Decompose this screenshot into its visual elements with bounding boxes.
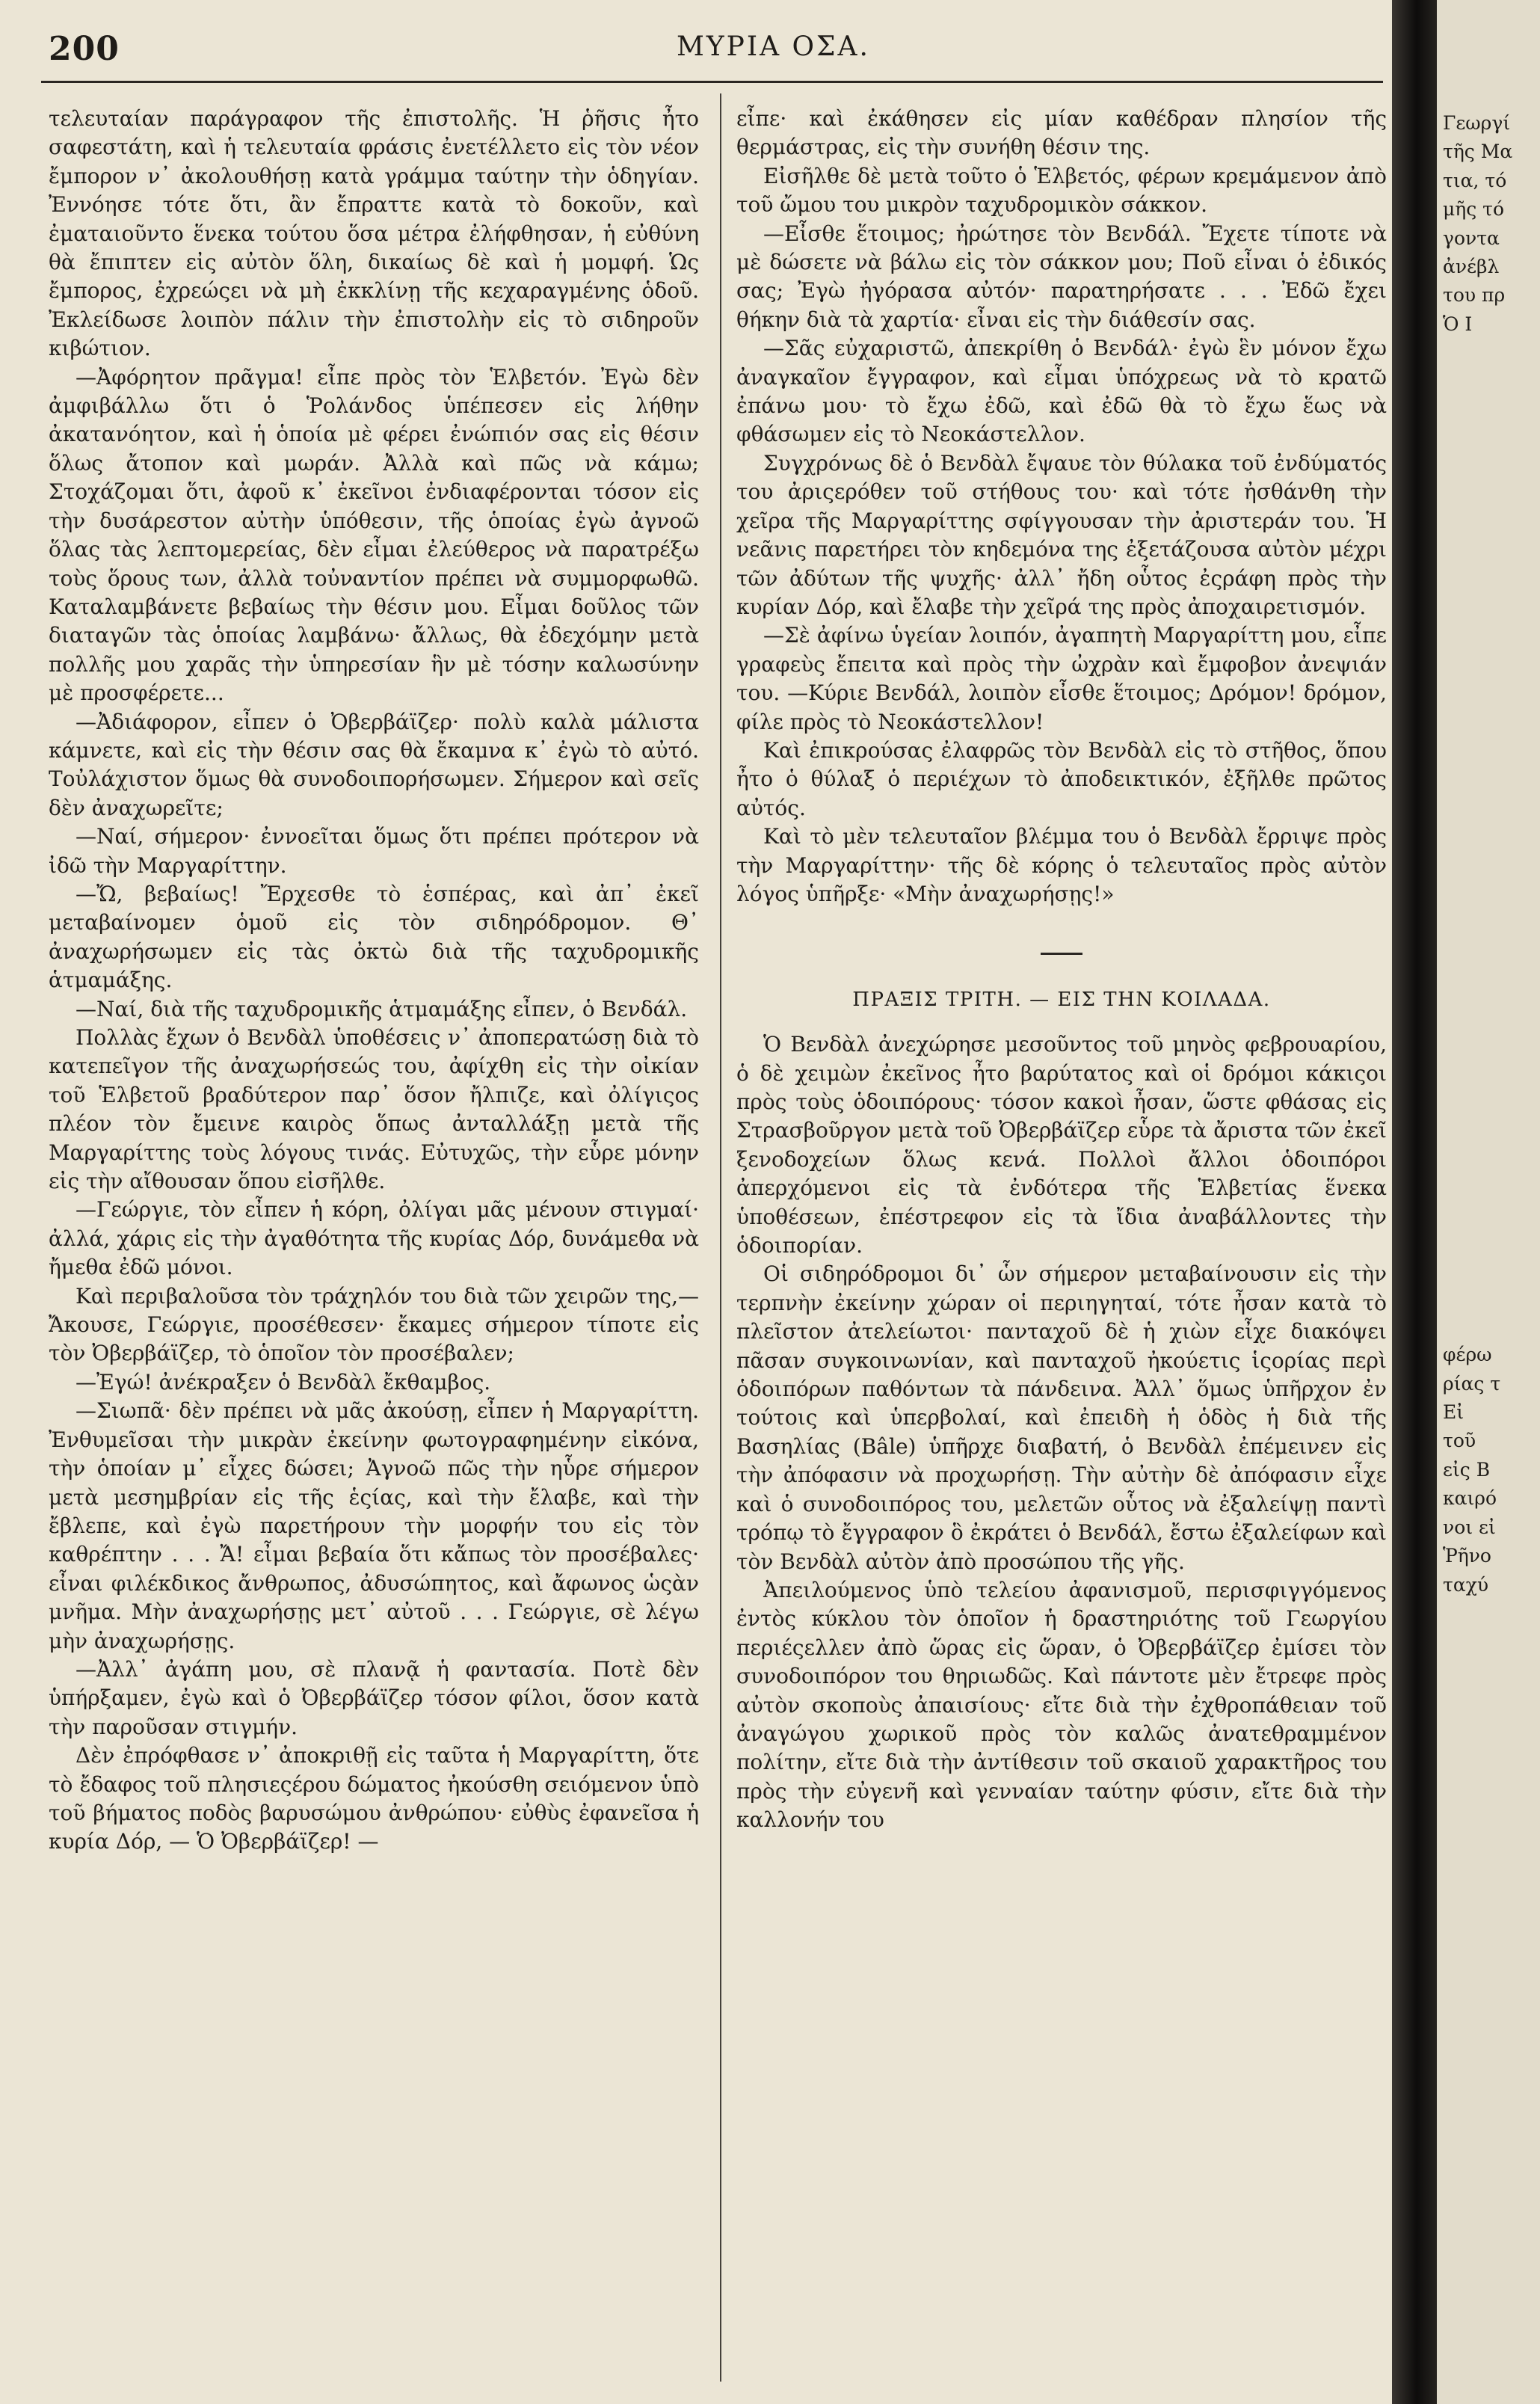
fragment-line: Ῥῆνο (1443, 1545, 1491, 1567)
page-number: 200 (49, 30, 120, 68)
paragraph: Ἀπειλούμενος ὑπὸ τελείου ἀφανισμοῦ, περισφιγγόμενος ἐντὸς κύκλου τὸν ὁποῖον ἡ δραστηριότης τοῦ Γεωργίου περιέςελλεν ἀπὸ ὥρας εἰς ὥραν, ὁ Ὀβερβάϊζερ ἐμίσει τὸν συνοδοιπόρον του θηριωδῶς. Καὶ πάντοτε μὲν ἔτρεφε πρὸς αὐτὸν σκοποὺς ἀπαισίους· εἴτε διὰ τὴν ἐχθροπάθειαν τοῦ ἀναγώγου χωρικοῦ πρὸς τὸν καλῶς ἀνατεθραμμένον πολίτην, εἴτε διὰ τὴν ἀντίθεσιν τοῦ σκαιοῦ χαρακτῆρος του πρὸς τὴν εὐγενῆ καὶ γενναίαν ταύτην φύσιν, εἴτε διὰ τὴν καλλονήν του (736, 1577, 1387, 1833)
paragraph: —Σὲ ἀφίνω ὑγείαν λοιπόν, ἀγαπητὴ Μαργαρίττη μου, εἶπε γραφεὺς ἔπειτα καὶ πρὸς τὴν ὠχρὰν καὶ ἔμφοβον ἀνεψιάν του. —Κύριε Βενδάλ, λοιπὸν εἶσθε ἕτοιμος; Δρόμον! δρόμον, φίλε πρὸς τὸ Νεοκάστελλον! (736, 623, 1387, 734)
fragment-line: τια, τό (1443, 169, 1507, 191)
fragment-line: Γεωργί (1443, 112, 1511, 134)
adjacent-page-fragment (1437, 0, 1540, 2404)
fragment-line: Ὁ Ι (1443, 313, 1473, 335)
header-rule (41, 81, 1383, 83)
paragraph: Πολλὰς ἔχων ὁ Βενδὰλ ὑποθέσεις ν᾽ ἀποπερατώσῃ διὰ τὸ κατεπεῖγον τῆς ἀναχωρήσεώς του, ἀφίχθη εἰς τὴν οἰκίαν τοῦ Ἑλβετοῦ βραδύτερον παρ᾽ ὅσον ἤλπιζε, καὶ ὀλίγιςος πλέον τὸν ἔμεινε καιρὸς ὅπως ἀνταλλάξῃ μετὰ τῆς Μαργαρίττης τοὺς λόγους τινάς. Εὐτυχῶς, τὴν εὗρε μόνην εἰς τὴν αἴθουσαν ὅπου εἰσῆλθε. (49, 1025, 699, 1194)
paragraph: —Σιωπᾶ· δὲν πρέπει νὰ μᾶς ἀκούσῃ, εἶπεν ἡ Μαργαρίττη. Ἐνθυμεῖσαι τὴν μικρὰν ἐκείνην φωτογραφημένην εἰκόνα, τὴν ὁποίαν μ᾽ εἶχες δώσει; Ἀγνοῶ πῶς τὴν ηὗρε σήμερον μετὰ μεσημβρίαν εἰς τῆς ἑςίας, καὶ τὴν ἔλαβε, καὶ τὴν ἔβλεπε, καὶ ἐγὼ παρετήρουν τὴν μορφήν του εἰς τὸν καθρέπτην . . . Ἄ! εἶμαι βεβαία ὅτι κἄπως τὸν προσέβαλες· εἶναι φιλέκδικος ἄνθρωπος, ἀδυσώπητος, καὶ ἄφωνος ὡςὰν μνῆμα. Μὴν ἀναχωρήσῃς μετ᾽ αὐτοῦ . . . Γεώργιε, σὲ λέγω μὴν ἀναχωρήσῃς. (49, 1398, 699, 1653)
fragment-line: καιρό (1443, 1487, 1497, 1510)
paragraph: —Ὤ, βεβαίως! Ἔρχεσθε τὸ ἑσπέρας, καὶ ἀπ᾽ ἐκεῖ μεταβαίνομεν ὁμοῦ εἰς τὸν σιδηρόδρομον. Θ᾽ ἀναχωρήσωμεν εἰς τὰς ὀκτὼ διὰ τῆς ταχυδρομικῆς ἁτμαμάξης. (49, 881, 699, 993)
right-column (736, 105, 1387, 1835)
paragraph: Ὁ Βενδὰλ ἀνεχώρησε μεσοῦντος τοῦ μηνὸς φεβρουαρίου, ὁ δὲ χειμὼν ἐκεῖνος ἦτο βαρύτατος καὶ οἱ δρόμοι κάκιςοι πρὸς τοὺς ὁδοιπόρους· τόσον κακοὶ ἦσαν, ὥστε φθάσας εἰς Στρασβοῦργον μετὰ τοῦ Ὀβερβάϊζερ εὗρε τὰ ἄριστα τῶν ἐκεῖ ξενοδοχείων ὅλως κενά. Πολλοὶ ἄλλοι ὁδοιπόροι ἀπερχόμενοι εἰς τὰ ἐνδότερα τῆς Ἑλβετίας ἕνεκα ὑποθέσεων, ἐπέστρεφον εἰς τὰ ἴδια ἀναβάλλοντες τὴν ὁδοιπορίαν. (736, 1032, 1387, 1258)
paragraph: Καὶ ἐπικρούσας ἐλαφρῶς τὸν Βενδὰλ εἰς τὸ στῆθος, ὅπου ἦτο ὁ θύλαξ ὁ περιέχων τὸ ἀποδεικτικόν, ἐξῆλθε πρῶτος αὐτός. (736, 737, 1387, 820)
fragment-line: τῆς Μα (1443, 141, 1513, 163)
paragraph: —Ναί, σήμερον· ἐννοεῖται ὅμως ὅτι πρέπει πρότερον νὰ ἰδῶ τὴν Μαργαρίττην. (49, 824, 699, 878)
paragraph: τελευταίαν παράγραφον τῆς ἐπιστολῆς. Ἡ ῥῆσις ἦτο σαφεστάτη, καὶ ἡ τελευταία φράσις ἐνετέλλετο εἰς τὸν νέον ἔμπορον ν᾽ ἀκολουθήσῃ κατὰ γράμμα ταύτην τὴν ὁδηγίαν. Ἐννόησε τότε ὅτι, ἂν ἔπραττε κατὰ τὸ δοκοῦν, καὶ ἐματαιοῦντο ἕνεκα τούτου ὅσα μέτρα ἐλήφθησαν, ἡ εὐθύνη θὰ ἔπιπτεν εἰς αὐτὸν ὅλη, δικαίως δὲ καὶ ἡ μομφή. Ὡς ἔμπορος, ἐχρεώςει νὰ μὴ ἐκκλίνῃ τῆς κεχαραγμένης ὁδοῦ. Ἐκλείδωσε λοιπὸν πάλιν τὴν ἐπιστολὴν εἰς τὸ σιδηροῦν κιβώτιον. (49, 106, 699, 361)
fragment-line: φέρω (1443, 1344, 1492, 1366)
running-title: ΜΥΡΙΑ ΟΣΑ. (677, 31, 870, 62)
paragraph: —Εἶσθε ἕτοιμος; ἠρώτησε τὸν Βενδάλ. Ἔχετε τίποτε νὰ μὲ δώσετε νὰ βάλω εἰς τὸν σάκκον μου; Ποῦ εἶναι ὁ ἐδικός σας; Ἐγὼ ἠγόρασα αὐτόν· παρατηρήσατε . . . Ἐδῶ ἔχει θήκην διὰ τὰ χαρτία· εἶναι εἰς τὴν διάθεσίν σας. (736, 221, 1387, 332)
fragment-line: μῆς τό (1443, 198, 1505, 221)
paragraph: Συγχρόνως δὲ ὁ Βενδὰλ ἔψαυε τὸν θύλακα τοῦ ἐνδύματός του ἀριςερόθεν τοῦ στήθους του· καὶ τότε ἠσθάνθη τὴν χεῖρα τῆς Μαργαρίττης σφίγγουσαν τὴν ἀριστεράν του. Ἡ νεᾶνις παρετήρει τὸν κηδεμόνα της ἐξετάζουσα αὐτὸν μέχρι τῶν ἀδύτων τῆς ψυχῆς· ἀλλ᾽ ἤδη οὗτος ἐςράφη πρὸς τὴν κυρίαν Δόρ, καὶ ἔλαβε τὴν χεῖρά της πρὸς ἀποχαιρετισμόν. (736, 450, 1387, 619)
fragment-line: νοι εἰ (1443, 1516, 1496, 1538)
book-gutter (1392, 0, 1437, 2404)
fragment-line: γοντα (1443, 227, 1500, 249)
left-column (49, 105, 699, 1857)
paragraph: —Ἀφόρητον πρᾶγμα! εἶπε πρὸς τὸν Ἑλβετόν. Ἐγὼ δὲν ἀμφιβάλλω ὅτι ὁ Ῥολάνδος ὑπέπεσεν εἰς λήθην ἀκατανόητον, καὶ ἡ ὁποία μὲ φέρει ἐνώπιόν σας εἰς θέσιν ὅλως ἄτοπον καὶ μωράν. Ἀλλὰ καὶ πῶς νὰ κάμω; Στοχάζομαι ὅτι, ἀφοῦ κ᾽ ἐκεῖνοι ἐνδιαφέρονται τόσον εἰς τὴν δυσάρεστον αὐτὴν ὑπόθεσιν, τῆς ὁποίας ἐγὼ ἀγνοῶ ὅλας τὰς λεπτομερείας, δὲν εἶμαι ἐλεύθερος νὰ παρατρέξω τοὺς ὅρους των, ἀλλὰ τοὐναντίον πρέπει νὰ συμμορφωθῶ. Καταλαμβάνετε βεβαίως τὴν θέσιν μου. Εἶμαι δοῦλος τῶν διαταγῶν τὰς ὁποίας λαμβάνω· ἄλλως, θὰ ἐδεχόμην μετὰ πολλῆς μου χαρᾶς τὴν ὑπηρεσίαν ἣν μὲ τόσην καλωσύνην μὲ προσφέρετε... (49, 364, 699, 706)
paragraph: Εἰσῆλθε δὲ μετὰ τοῦτο ὁ Ἑλβετός, φέρων κρεμάμενον ἀπὸ τοῦ ὤμου του μικρὸν ταχυδρομικὸν σάκκον. (736, 163, 1387, 218)
fragment-line: του πρ (1443, 284, 1506, 307)
paragraph: —Σᾶς εὐχαριστῶ, ἀπεκρίθη ὁ Βενδάλ· ἐγὼ ἓν μόνον ἔχω ἀναγκαῖον ἔγγραφον, καὶ εἶμαι ὑπόχρεως νὰ τὸ κρατῶ ἐπάνω μου· τὸ ἔχω ἐδῶ, καὶ ἐδῶ θὰ τὸ ἔχω ἕως νὰ φθάσωμεν εἰς τὸ Νεοκάστελλον. (736, 336, 1387, 447)
paragraph: —Ναί, διὰ τῆς ταχυδρομικῆς ἁτμαμάξης εἶπεν, ὁ Βενδάλ. (76, 996, 688, 1021)
fragment-line: εἰς Β (1443, 1458, 1491, 1481)
paragraph: —Ἀλλ᾽ ἀγάπη μου, σὲ πλανᾷ ἡ φαντασία. Ποτὲ δὲν ὑπήρξαμεν, ἐγὼ καὶ ὁ Ὀβερβάϊζερ τόσον φίλοι, ὅσον κατὰ τὴν παροῦσαν στιγμήν. (49, 1656, 699, 1739)
paragraph: Δὲν ἐπρόφθασε ν᾽ ἀποκριθῇ εἰς ταῦτα ἡ Μαργαρίττη, ὅτε τὸ ἔδαφος τοῦ πλησιεςέρου δώματος ἠκούσθη σειόμενον ὑπὸ τοῦ βήματος ποδὸς βαρυσώμου ἀνθρώπου· εὐθὺς ἐφανεῖσα ἡ κυρία Δόρ, — Ὁ Ὀβερβάϊζερ! — (49, 1743, 699, 1854)
paragraph: εἶπε· καὶ ἐκάθησεν εἰς μίαν καθέδραν πλησίον τῆς θερμάστρας, εἰς τὴν συνήθη θέσιν της. (736, 106, 1387, 160)
fragment-line: ἀνέβλ (1443, 256, 1500, 278)
column-divider (720, 93, 721, 2382)
paragraph: —Ἐγώ! ἀνέκραξεν ὁ Βενδὰλ ἔκθαμβος. (76, 1369, 491, 1395)
fragment-line: ρίας τ (1443, 1372, 1501, 1395)
paragraph: Καὶ τὸ μὲν τελευταῖον βλέμμα του ὁ Βενδὰλ ἔρριψε πρὸς τὴν Μαργαρίττην· τῆς δὲ κόρης ὁ τελευταῖος πρὸς αὐτὸν λόγος ὑπῆρξε· «Μὴν ἀναχωρήσῃς!» (736, 824, 1387, 906)
fragment-line: ταχύ (1443, 1573, 1489, 1596)
fragment-line: τοῦ (1443, 1430, 1476, 1452)
paragraph: Καὶ περιβαλοῦσα τὸν τράχηλόν του διὰ τῶν χειρῶν της,—Ἄκουσε, Γεώργιε, προσέθεσεν· ἔκαμες σήμερον τίποτε εἰς τὸν Ὀβερβάϊζερ, τὸ ὁποῖον τὸν προσέβαλεν; (49, 1283, 699, 1366)
paragraph: —Γεώργιε, τὸν εἶπεν ἡ κόρη, ὀλίγαι μᾶς μένουν στιγμαί· ἀλλά, χάρις εἰς τὴν ἀγαθότητα τῆς κυρίας Δόρ, δυνάμεθα νὰ ἤμεθα ἐδῶ μόνοι. (49, 1197, 699, 1280)
fragment-line: Εἰ (1443, 1401, 1464, 1424)
section-separator (736, 934, 1387, 962)
act-heading: ΠΡΑΞΙΣ ΤΡΙΤΗ. — ΕΙΣ ΤΗΝ ΚΟΙΛΑΔΑ. (852, 988, 1271, 1011)
paragraph: Οἱ σιδηρόδρομοι δι᾽ ὧν σήμερον μεταβαίνουσιν εἰς τὴν τερπνὴν ἐκείνην χώραν οἱ περιηγηταί, τότε ἦσαν κατὰ τὸ πλεῖστον ἀτελείωτοι· πανταχοῦ δὲ ἡ χιὼν εἶχε διακόψει πᾶσαν συγκοινωνίαν, καὶ πανταχοῦ ἠκούετις ἱςορίας περὶ ὁδοιπόρων παθόντων τὰ πάνδεινα. Ἀλλ᾽ ὅμως ὑπῆρχον ἐν τούτοις καὶ ὑπερβολαί, καὶ ἐπειδὴ ἡ ὁδὸς ἡ διὰ τῆς Βασηλίας (Bâle) ὑπῆρχε διαβατή, ὁ Βενδὰλ ἐπέμεινεν εἰς τὴν ἀπόφασιν νὰ προχωρήσῃ. Τὴν αὐτὴν δὲ ἀπόφασιν εἶχε καὶ ὁ συνοδοιπόρος του, μελετῶν οὗτος νὰ ἐξαλείψῃ παντὶ τρόπῳ τὸ ἔγγραφον ὃ ἐκράτει ὁ Βενδάλ, ἔστω ἐξαλείφων καὶ τὸν Βενδὰλ αὐτὸν ἀπὸ προσώπου τῆς γῆς. (736, 1261, 1387, 1574)
paragraph: —Ἀδιάφορον, εἶπεν ὁ Ὀβερβάϊζερ· πολὺ καλὰ μάλιστα κάμνετε, καὶ εἰς τὴν θέσιν σας θὰ ἔκαμνα κ᾽ ἐγὼ τὸ αὐτό. Τοὐλάχιστον ὅμως θὰ συνοδοιπορήσωμεν. Σήμερον καὶ σεῖς δὲν ἀναχωρεῖτε; (49, 709, 699, 820)
